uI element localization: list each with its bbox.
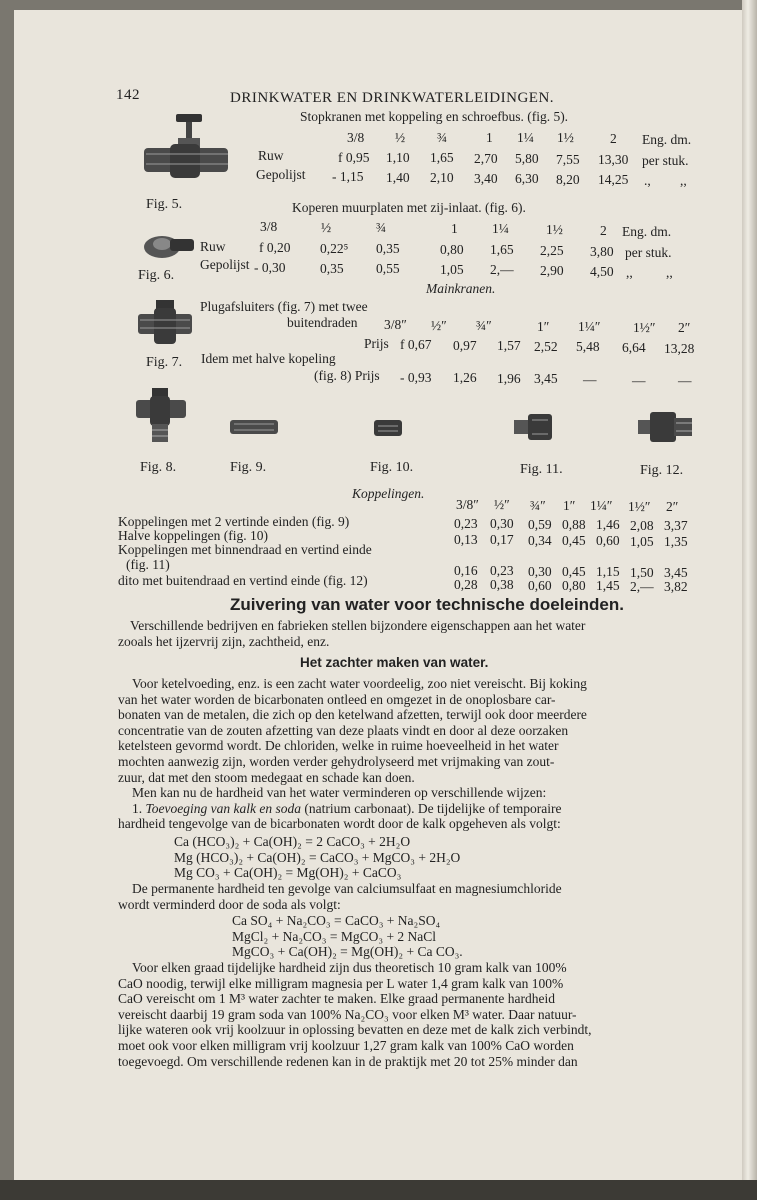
text-line: moet ook voor elken milligram vrij koolzuur 1,27 gram kalk van 100% CaO worden bbox=[118, 1037, 574, 1053]
fig6-caption: Fig. 6. bbox=[138, 268, 175, 283]
row-label: Ruw bbox=[258, 148, 284, 163]
price-cell: 0,45 bbox=[562, 533, 586, 548]
text-line: mochten aanwezig zijn, worden verder gehydrolyseerd met vrijmaking van zout- bbox=[118, 753, 555, 769]
size-cell: 1½ bbox=[557, 130, 574, 145]
size-cell: 3/8 bbox=[347, 130, 365, 145]
row-label: Halve koppelingen (fig. 10) bbox=[118, 528, 268, 543]
price-cell: 0,28 bbox=[454, 577, 478, 592]
price-cell: 0,35 bbox=[376, 241, 400, 256]
price-cell: f 0,20 bbox=[259, 240, 291, 255]
size-cell: ½″ bbox=[431, 318, 447, 333]
price-cell: 3,40 bbox=[474, 171, 498, 186]
price-cell: - 0,93 bbox=[400, 370, 432, 385]
price-cell: 2,— bbox=[630, 579, 654, 594]
price-cell: — bbox=[678, 373, 692, 388]
idem-prijs-label: (fig. 8) Prijs bbox=[314, 368, 380, 383]
size-cell: 1 bbox=[486, 130, 493, 145]
price-cell: 6,30 bbox=[515, 171, 539, 186]
fig11-caption: Fig. 11. bbox=[520, 462, 563, 477]
size-cell: 1½″ bbox=[633, 320, 656, 335]
size-cell: 1¼″ bbox=[590, 498, 613, 513]
fig6-muurplaat-drawing bbox=[140, 225, 196, 261]
price-cell: 1,96 bbox=[497, 371, 521, 386]
price-cell: 2,90 bbox=[540, 263, 564, 278]
equations-soda bbox=[118, 913, 696, 960]
price-cell: 1,57 bbox=[497, 338, 521, 353]
price-cell: 0,60 bbox=[528, 578, 552, 593]
price-cell: 3,82 bbox=[664, 579, 688, 594]
price-cell: 7,55 bbox=[556, 152, 580, 167]
price-cell: 5,48 bbox=[576, 339, 600, 354]
size-cell: ¾″ bbox=[476, 318, 492, 333]
text-line: lijke wateren ook vrij koolzuur in oplossing bevatten en deze met de kalk zich verbindt, bbox=[118, 1022, 592, 1038]
price-cell: 3,45 bbox=[534, 371, 558, 386]
ditto-mark: ., bbox=[644, 173, 651, 188]
row-label: dito met buitendraad en vertind einde (fig. 12) bbox=[118, 573, 368, 588]
equation-line: Ca SO₄ + Na₂CO₃ = CaCO₃ + Na₂SO₄ bbox=[232, 913, 441, 928]
size-cell: 3/8 bbox=[260, 219, 278, 234]
price-cell: 1,26 bbox=[453, 370, 477, 385]
price-cell: 0,35 bbox=[320, 261, 344, 276]
size-cell: ½ bbox=[321, 220, 332, 235]
size-cell: ½″ bbox=[494, 497, 510, 512]
idem-label: Idem met halve kopeling bbox=[201, 351, 336, 366]
fig11-koppeling-binnendraad-drawing bbox=[512, 412, 554, 442]
price-cell: — bbox=[632, 373, 646, 388]
text-line: ketelsteen gevormd wordt. De chloriden, welke in ruime hoeveelheid in het water bbox=[118, 738, 559, 754]
intro-paragraph bbox=[118, 618, 696, 649]
ditto-mark: ,, bbox=[626, 265, 633, 280]
price-cell: 0,59 bbox=[528, 517, 552, 532]
price-cell: 0,17 bbox=[490, 532, 514, 547]
text-line: Voor elken graad tijdelijke hardheid zijn dus theoretisch 10 gram kalk van 100% bbox=[132, 960, 567, 975]
price-cell: 1,05 bbox=[440, 262, 464, 277]
scan-bottom-edge bbox=[0, 1180, 757, 1200]
fig12-koppeling-buitendraad-drawing bbox=[636, 410, 694, 444]
size-cell: 1″ bbox=[537, 319, 550, 334]
price-cell: 1,35 bbox=[664, 534, 688, 549]
koppelingen-title: Koppelingen. bbox=[352, 486, 425, 501]
price-cell: 1,05 bbox=[630, 534, 654, 549]
price-cell: — bbox=[583, 372, 597, 387]
plugafsluiters-label: Plugafsluiters (fig. 7) met twee bbox=[200, 299, 368, 314]
price-cell: 0,34 bbox=[528, 533, 552, 548]
price-cell: 13,28 bbox=[664, 341, 695, 356]
row-label: Gepolijst bbox=[200, 257, 250, 272]
equation-line: Ca (HCO₃)₂ + Ca(OH)₂ = 2 CaCO₃ + 2H₂O bbox=[174, 834, 411, 849]
price-cell: 0,80 bbox=[440, 242, 464, 257]
price-cell: - 1,15 bbox=[332, 169, 364, 184]
text-line: bonaten van de metalen, die zich op den ketelwand afzetten, terwijl ook door meerdere bbox=[118, 707, 587, 723]
price-cell: f 0,95 bbox=[338, 150, 370, 165]
price-cell: 6,64 bbox=[622, 340, 646, 355]
size-cell: 1¼ bbox=[492, 221, 509, 236]
size-cell: 2″ bbox=[678, 320, 691, 335]
item-number: 1. bbox=[132, 800, 143, 816]
fig12-caption: Fig. 12. bbox=[640, 463, 684, 478]
price-cell: 0,88 bbox=[562, 517, 586, 532]
book-spine bbox=[742, 0, 757, 1200]
price-cell: f 0,67 bbox=[400, 337, 432, 352]
price-cell: 0,13 bbox=[454, 532, 478, 547]
equation-line: MgCl₂ + Na₂CO₃ = MgCO₃ + 2 NaCl bbox=[232, 928, 437, 944]
equation-line: Mg CO₃ + Ca(OH)₂ = Mg(OH)₂ + CaCO₃ bbox=[174, 865, 402, 881]
fig10-halve-koppeling-drawing bbox=[372, 418, 404, 438]
text-line: zooals het ijzervrij zijn, zachtheid, enz. bbox=[118, 633, 330, 649]
text-line: Men kan nu de hardheid van het water verminderen op verschillende wijzen: bbox=[132, 785, 547, 801]
size-cell: 1½″ bbox=[628, 499, 651, 514]
price-cell: 0,45 bbox=[562, 564, 586, 579]
ditto-mark: ,, bbox=[680, 173, 687, 188]
row-label: Gepolijst bbox=[256, 167, 306, 182]
text-line: van het water worden de bicarbonaten ontleed en omgezet in de onoplosbare car- bbox=[118, 691, 556, 707]
text-line: CaO vereischt om 1 M³ water zachter te maken. Elke graad permanente hardheid bbox=[118, 991, 555, 1007]
size-cell: 1¼″ bbox=[578, 319, 601, 334]
price-cell: 8,20 bbox=[556, 172, 580, 187]
size-cell: 2″ bbox=[666, 499, 679, 514]
price-cell: 3,45 bbox=[664, 565, 688, 580]
buitendraden-label: buitendraden bbox=[287, 315, 358, 330]
ditto-mark: ,, bbox=[666, 265, 673, 280]
size-cell: 3/8″ bbox=[456, 497, 479, 512]
fig5-caption: Fig. 5. bbox=[146, 197, 183, 212]
price-cell: 1,15 bbox=[596, 564, 620, 579]
price-cell: 0,80 bbox=[562, 578, 586, 593]
size-cell: 3/8″ bbox=[384, 317, 407, 332]
size-cell: ½ bbox=[395, 130, 406, 145]
row-label-continued: (fig. 11) bbox=[126, 557, 170, 572]
mainkranen-title: Mainkranen. bbox=[426, 281, 496, 296]
item-1-line bbox=[118, 801, 696, 817]
unit-cell: Eng. dm. bbox=[622, 224, 672, 239]
size-cell: 2 bbox=[600, 223, 607, 238]
section-title: Zuivering van water voor technische doeleinden. bbox=[230, 595, 624, 614]
prijs-label: Prijs bbox=[364, 336, 389, 351]
text-line: vereischt daarbij 19 gram soda van 100% Na₂CO₃ voor elken M³ water. Daar natuur- bbox=[118, 1006, 577, 1022]
unit-cell: per stuk. bbox=[642, 153, 689, 168]
fig8-caption: Fig. 8. bbox=[140, 460, 177, 475]
row-label: Ruw bbox=[200, 239, 226, 254]
text-line: toegevoegd. Om verschillende redenen kan in de praktijk met 20 tot 25% minder dan bbox=[118, 1053, 578, 1069]
fig9-koppeling-drawing bbox=[228, 416, 280, 438]
fig7-plugafsluiter-drawing bbox=[136, 300, 194, 348]
text-line: CaO noodig, terwijl elke milligram magnesia per L water 1,4 gram kalk van 100% bbox=[118, 975, 564, 991]
price-cell: 1,46 bbox=[596, 517, 620, 532]
price-cell: 2,— bbox=[490, 262, 514, 277]
page-number: 142 bbox=[116, 87, 140, 103]
text-line: hardheid tengevolge van de bicarbonaten wordt door de kalk opgeheven als volgt: bbox=[118, 816, 561, 832]
equation-line: Mg (HCO₃)₂ + Ca(OH)₂ = CaCO₃ + MgCO₃ + 2H₂O bbox=[174, 849, 461, 865]
price-cell: 2,25 bbox=[540, 243, 564, 258]
price-cell: 1,45 bbox=[596, 578, 620, 593]
price-cell: 1,65 bbox=[490, 242, 514, 257]
item-title: Toevoeging van kalk en soda bbox=[145, 800, 301, 816]
price-cell: 2,52 bbox=[534, 339, 558, 354]
paragraph-ketelvoeding bbox=[118, 676, 696, 832]
paragraph-graad-hardheid bbox=[118, 960, 696, 1069]
fig8-halve-kopeling-drawing bbox=[134, 388, 194, 444]
muurplaten-title: Koperen muurplaten met zij-inlaat. (fig. 6). bbox=[292, 200, 526, 215]
size-cell: 1¼ bbox=[517, 130, 534, 145]
size-cell: 1 bbox=[451, 221, 458, 236]
fig5-stopkraan-drawing bbox=[140, 112, 232, 186]
fig7-caption: Fig. 7. bbox=[146, 355, 183, 370]
size-cell: 2 bbox=[610, 131, 617, 146]
size-cell: ¾ bbox=[437, 130, 448, 145]
price-cell: 14,25 bbox=[598, 172, 629, 187]
price-cell: 0,30 bbox=[490, 516, 514, 531]
fig10-caption: Fig. 10. bbox=[370, 460, 414, 475]
price-cell: 0,16 bbox=[454, 563, 478, 578]
stopkranen-title: Stopkranen met koppeling en schroefbus. (fig. 5). bbox=[300, 109, 569, 124]
running-title: DRINKWATER EN DRINKWATERLEIDINGEN. bbox=[230, 90, 555, 106]
price-cell: 2,10 bbox=[430, 170, 454, 185]
price-cell: 1,10 bbox=[386, 150, 410, 165]
price-cell: 2,08 bbox=[630, 518, 654, 533]
row-label: Koppelingen met 2 vertinde einden (fig. 9) bbox=[118, 514, 350, 529]
price-cell: 1,65 bbox=[430, 150, 454, 165]
row-label: Koppelingen met binnendraad en vertind einde bbox=[118, 542, 372, 557]
price-cell: 0,97 bbox=[453, 338, 477, 353]
price-cell: 0,60 bbox=[596, 533, 620, 548]
text-line: wordt verminderd door de soda als volgt: bbox=[118, 896, 341, 912]
price-cell: 1,40 bbox=[386, 170, 410, 185]
text-line: Voor ketelvoeding, enz. is een zacht water voordeelig, zoo niet vereischt. Bij koking bbox=[132, 676, 587, 691]
equations-kalk bbox=[118, 834, 696, 881]
paragraph-permanente-hardheid bbox=[118, 881, 696, 912]
price-cell: 3,37 bbox=[664, 518, 688, 533]
text-line: De permanente hardheid ten gevolge van calciumsulfaat en magnesiumchloride bbox=[132, 881, 562, 896]
price-cell: 0,23 bbox=[454, 516, 478, 531]
price-cell: 0,30 bbox=[528, 564, 552, 579]
unit-cell: Eng. dm. bbox=[642, 132, 692, 147]
equation-line: MgCO₃ + Ca(OH)₂ = Mg(OH)₂ + Ca CO₃. bbox=[232, 944, 463, 960]
text-line: concentratie van de zouten afzetting van deze plaats vindt en door al deze oorzaken bbox=[118, 722, 569, 738]
price-cell: 0,38 bbox=[490, 577, 514, 592]
price-cell: 4,50 bbox=[590, 264, 614, 279]
subsection-title: Het zachter maken van water. bbox=[300, 655, 489, 670]
price-cell: - 0,30 bbox=[254, 260, 286, 275]
size-cell: ¾ bbox=[376, 220, 387, 235]
price-cell: 0,55 bbox=[376, 261, 400, 276]
text-line: Verschillende bedrijven en fabrieken stellen bijzondere eigenschappen aan het water bbox=[130, 618, 586, 633]
price-cell: 3,80 bbox=[590, 244, 614, 259]
text-line: zuur, dat met den stoom medegaat en schade kan doen. bbox=[118, 769, 415, 785]
price-cell: 1,50 bbox=[630, 565, 654, 580]
price-cell: 2,70 bbox=[474, 151, 498, 166]
size-cell: 1″ bbox=[563, 498, 576, 513]
size-cell: 1½ bbox=[546, 222, 563, 237]
unit-cell: per stuk. bbox=[625, 245, 672, 260]
price-cell: 0,23 bbox=[490, 563, 514, 578]
size-cell: ¾″ bbox=[530, 498, 546, 513]
price-cell: 0,22⁵ bbox=[320, 241, 349, 256]
price-cell: 13,30 bbox=[598, 152, 629, 167]
price-cell: 5,80 bbox=[515, 151, 539, 166]
fig9-caption: Fig. 9. bbox=[230, 460, 267, 475]
item-text: (natrium carbonaat). De tijdelijke of temporaire bbox=[304, 800, 562, 816]
